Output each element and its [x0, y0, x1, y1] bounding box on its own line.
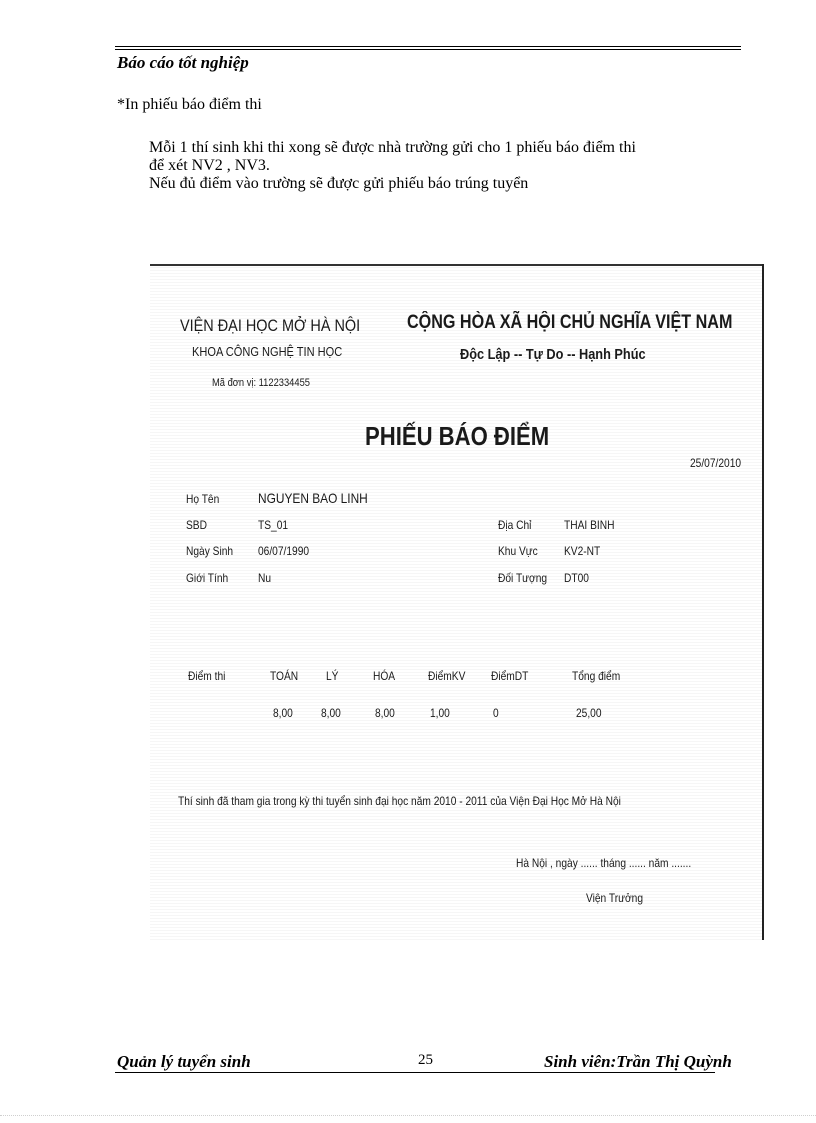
- score-header: HÓA: [373, 669, 396, 683]
- paragraph-line: Mỗi 1 thí sinh khi thi xong sẽ được nhà trường gửi cho 1 phiếu báo điểm thi: [149, 139, 636, 156]
- form-right-border: [762, 264, 764, 940]
- dob-label: Ngày Sinh: [186, 544, 234, 558]
- footer-rule: [115, 1072, 715, 1073]
- dob-value: 06/07/1990: [258, 544, 310, 558]
- name-value: NGUYEN BAO LINH: [258, 490, 368, 506]
- paragraph-line: để xét NV2 , NV3.: [149, 157, 270, 174]
- score-header: LÝ: [326, 669, 339, 683]
- form-date: 25/07/2010: [690, 456, 742, 470]
- address-value: THAI BINH: [564, 518, 615, 532]
- page-bottom-border: [0, 1115, 816, 1116]
- page-number: 25: [418, 1052, 433, 1068]
- score-value: 25,00: [576, 706, 602, 720]
- score-header: ĐiểmDT: [491, 669, 529, 683]
- faculty-name: KHOA CÔNG NGHỆ TIN HỌC: [192, 344, 343, 359]
- category-value: DT00: [564, 571, 589, 585]
- score-value: 8,00: [273, 706, 293, 720]
- score-header: ĐiểmKV: [428, 669, 466, 683]
- exam-note: Thí sinh đã tham gia trong kỳ thi tuyển sinh đại học năm 2010 - 2011 của Viện Đại Học Mở Hà Nội: [178, 794, 621, 808]
- paragraph-line: Nếu đủ điểm vào trường sẽ được gửi phiếu báo trúng tuyển: [149, 175, 529, 192]
- header-title: Báo cáo tốt nghiệp: [117, 53, 249, 72]
- section-title: *In phiếu báo điểm thi: [117, 96, 262, 113]
- national-motto: Độc Lập -- Tự Do -- Hạnh Phúc: [460, 346, 646, 363]
- region-label: Khu Vực: [498, 544, 538, 558]
- unit-code: Mã đơn vị: 1122334455: [212, 377, 310, 389]
- score-header: TOÁN: [270, 669, 299, 683]
- scores-row-label: Điểm thi: [188, 669, 226, 683]
- institute-name: VIỆN ĐẠI HỌC MỞ HÀ NỘI: [180, 316, 361, 335]
- form-top-border: [150, 264, 764, 266]
- address-label: Địa Chỉ: [498, 518, 532, 532]
- footer-left: Quản lý tuyển sinh: [117, 1052, 251, 1071]
- signer-title: Viện Trưởng: [586, 891, 644, 905]
- description-paragraph: [149, 139, 749, 193]
- republic-title: CỘNG HÒA XÃ HỘI CHỦ NGHĨA VIỆT NAM: [407, 312, 733, 333]
- gender-value: Nu: [258, 571, 272, 585]
- sbd-value: TS_01: [258, 518, 289, 532]
- score-value: 0: [493, 706, 499, 720]
- region-value: KV2-NT: [564, 544, 601, 558]
- header-rule-bottom: [115, 49, 741, 50]
- name-label: Họ Tên: [186, 492, 220, 506]
- category-label: Đối Tượng: [498, 571, 548, 585]
- score-header: Tổng điểm: [572, 669, 621, 683]
- score-report-form: [150, 264, 764, 940]
- place-date: Hà Nội , ngày ...... tháng ...... năm .......: [516, 856, 692, 870]
- footer-right: Sinh viên:Trần Thị Quỳnh: [544, 1052, 732, 1071]
- score-value: 8,00: [321, 706, 341, 720]
- header-rule-top: [115, 46, 741, 47]
- sbd-label: SBD: [186, 518, 207, 532]
- score-value: 8,00: [375, 706, 395, 720]
- form-title: PHIẾU BÁO ĐIỂM: [365, 421, 550, 451]
- score-value: 1,00: [430, 706, 450, 720]
- gender-label: Giới Tính: [186, 571, 229, 585]
